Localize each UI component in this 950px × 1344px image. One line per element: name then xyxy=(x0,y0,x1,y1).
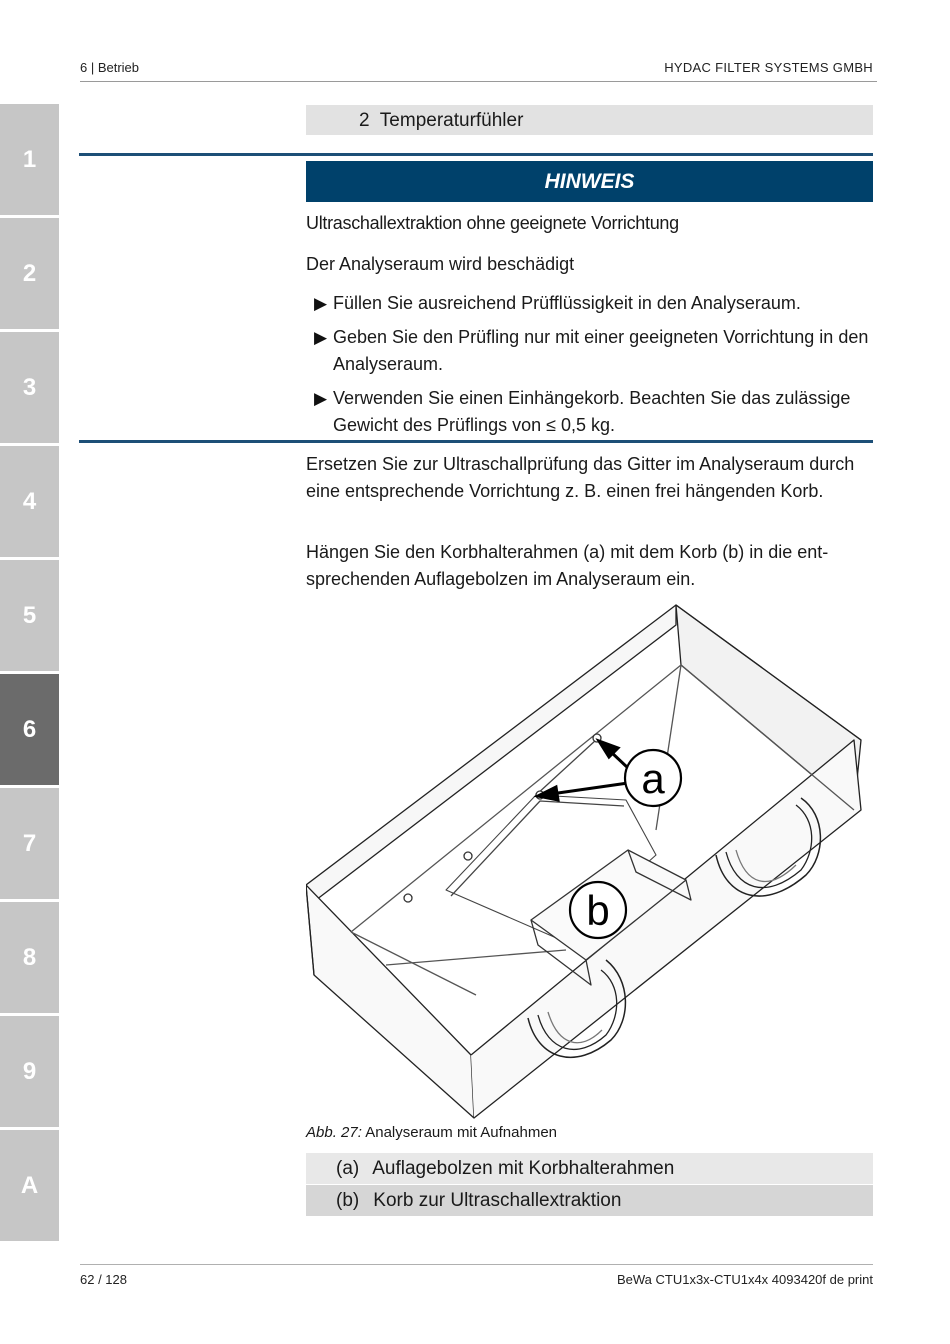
legend-text: Temperaturfühler xyxy=(379,110,524,131)
chamber-front-wall xyxy=(306,885,474,1118)
bullet-item xyxy=(314,385,874,439)
bullet-text: Geben Sie den Prüfling nur mit einer geeigneten Vorrichtung in den Analyseraum. xyxy=(333,327,869,374)
triangle-bullet-icon: ▶ xyxy=(314,389,328,408)
header-company: HYDAC FILTER SYSTEMS GMBH xyxy=(664,60,873,75)
notice-header: HINWEIS xyxy=(306,161,873,202)
triangle-bullet-icon: ▶ xyxy=(314,328,328,347)
chapter-tab-9[interactable]: 9 xyxy=(0,1016,59,1127)
chapter-tabs xyxy=(0,104,59,1244)
notice-consequence: Der Analyseraum wird beschädigt xyxy=(306,254,575,274)
caption-number: Abb. 27: xyxy=(306,1124,362,1141)
legend-row-previous xyxy=(306,105,873,135)
bullet-item xyxy=(314,324,874,378)
chapter-tab-5[interactable]: 5 xyxy=(0,560,59,671)
bullet-item xyxy=(314,290,874,317)
notice-bottom-rule xyxy=(79,440,873,443)
legend-tag: (b) xyxy=(336,1190,360,1211)
header-section: 6 | Betrieb xyxy=(80,60,140,75)
callout-label-a: a xyxy=(641,755,665,802)
caption-text: Analyseraum mit Aufnahmen xyxy=(365,1124,557,1141)
chapter-tab-3[interactable]: 3 xyxy=(0,332,59,443)
body-paragraph-2: Hängen Sie den Korbhalterahmen (a) mit dem Korb (b) in die entsprechenden Auflagebolzen im Analyseraum ein. xyxy=(306,542,829,589)
body-paragraph-1: Ersetzen Sie zur Ultraschallprüfung das Gitter im Analyseraum durch eine entsprechende Vorrichtung z. B. einen frei hängenden Korb. xyxy=(306,454,855,501)
legend-row-b xyxy=(306,1185,873,1216)
chapter-tab-7[interactable]: 7 xyxy=(0,788,59,899)
legend-tag: (a) xyxy=(336,1158,360,1179)
header-divider xyxy=(80,81,877,82)
callout-label-b: b xyxy=(586,887,610,934)
analysis-chamber-figure xyxy=(306,600,876,1120)
notice-bullets xyxy=(314,290,874,446)
bullet-text: Verwenden Sie einen Einhängekorb. Beachten Sie das zulässige Gewicht des Prüflings von ≤ 0,5 kg. xyxy=(333,388,851,435)
chapter-tab-8[interactable]: 8 xyxy=(0,902,59,1013)
notice-top-rule xyxy=(79,153,873,156)
document-id: BeWa CTU1x3x-CTU1x4x 4093420f de print xyxy=(616,1272,873,1287)
chapter-tab-6[interactable]: 6 xyxy=(0,674,59,785)
legend-number: 2 xyxy=(359,110,370,131)
page-number: 62 / 128 xyxy=(80,1272,127,1287)
notice-title: Ultraschallextraktion ohne geeignete Vorrichtung xyxy=(306,213,679,233)
chapter-tab-4[interactable]: 4 xyxy=(0,446,59,557)
triangle-bullet-icon: ▶ xyxy=(314,294,328,313)
chapter-tab-1[interactable]: 1 xyxy=(0,104,59,215)
chapter-tab-2[interactable]: 2 xyxy=(0,218,59,329)
legend-text: Auflagebolzen mit Korbhalterahmen xyxy=(372,1158,675,1179)
legend-row-a xyxy=(306,1153,873,1184)
figure-caption xyxy=(306,1124,557,1141)
chapter-tab-a[interactable]: A xyxy=(0,1130,59,1241)
footer-divider xyxy=(80,1264,873,1265)
legend-text: Korb zur Ultraschallextraktion xyxy=(373,1190,622,1211)
bullet-text: Füllen Sie ausreichend Prüfflüssigkeit in den Analyseraum. xyxy=(333,293,801,313)
